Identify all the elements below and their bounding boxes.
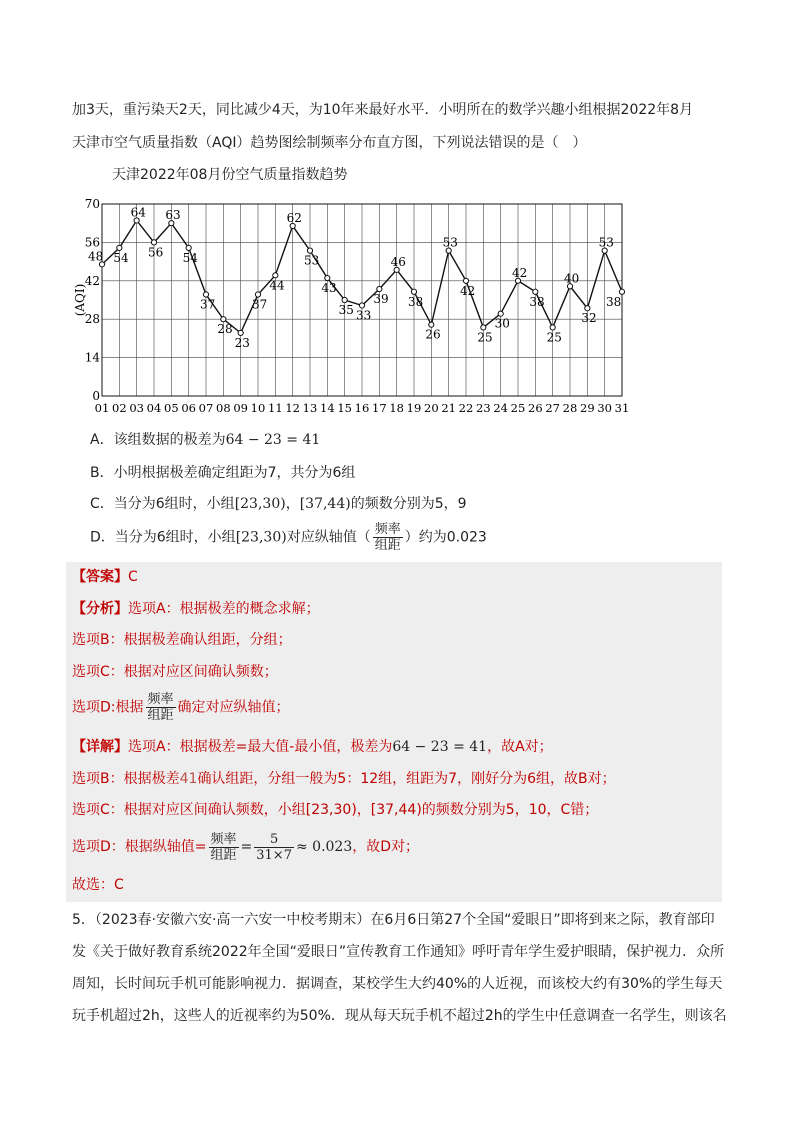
fraction-denominator: 组距: [374, 538, 401, 553]
option-a: [90, 430, 320, 450]
data-point: [221, 317, 226, 322]
option-d-post: ）约为0.023: [404, 529, 487, 546]
data-label: 38: [408, 294, 424, 309]
x-tick-label: 27: [545, 401, 560, 415]
x-tick-label: 28: [562, 401, 578, 415]
data-label: 39: [373, 292, 389, 307]
x-tick-label: 06: [181, 401, 196, 415]
data-point: [186, 245, 191, 250]
detail-c-vals: 5，10，C: [505, 802, 571, 818]
x-tick-label: 24: [493, 401, 508, 415]
detail-a-post: ，故A对；: [487, 739, 553, 755]
x-tick-label: 19: [406, 401, 422, 415]
y-tick-label: 28: [84, 312, 100, 327]
detail-b-7: 7: [448, 771, 458, 787]
x-tick-label: 13: [302, 401, 318, 415]
data-label: 43: [321, 281, 337, 296]
data-label: 54: [113, 250, 129, 265]
x-tick-label: 18: [389, 401, 404, 415]
detail-b-pre: 选项B：根据极差: [72, 771, 180, 787]
analysis-tag: 【分析】: [72, 601, 128, 617]
intro-line-2: 天津市空气质量指数（AQI）趋势图绘制频率分布直方图，下列说法错误的是（ ）: [72, 135, 587, 151]
analysis-d-fraction: [146, 692, 176, 723]
detail-d-fraction-2: [254, 832, 294, 863]
data-label: 32: [581, 311, 597, 326]
data-label: 44: [269, 278, 285, 293]
detail-b-6: 6: [527, 771, 537, 787]
option-d-mid: 对应纵轴值（: [286, 529, 371, 546]
data-label: 48: [88, 249, 104, 264]
detail-a-line: [72, 737, 553, 757]
y-tick-label: 42: [84, 273, 100, 288]
detail-c-pre: 选项C：根据对应区间确认频数，小组[23,30)，[37,44)的频数分别为: [72, 802, 506, 818]
option-c-text: C．当分为6组时，小组: [90, 496, 235, 512]
data-point: [411, 289, 416, 294]
data-label: 37: [200, 297, 216, 312]
fraction-numerator: 5: [254, 832, 294, 848]
option-c-sep: ，: [285, 496, 300, 512]
x-tick-label: 23: [476, 401, 491, 415]
data-label: 53: [304, 253, 320, 268]
x-tick-label: 09: [233, 401, 248, 415]
next-question-line-1: 5．（2023春·安徽六安·高一六安一中校考期末）在6月6日第27个全国“爱眼日”即将到来之际，教育部印: [72, 912, 715, 928]
data-label: 46: [390, 254, 406, 269]
y-tick-label: 0: [92, 389, 100, 403]
data-label: 28: [217, 322, 233, 337]
detail-d-line: [72, 830, 419, 864]
detail-b-post: 组，故B对；: [536, 771, 616, 787]
option-a-math: 64 − 23 = 41: [225, 432, 321, 448]
detail-d-eq: =: [240, 839, 253, 855]
data-point: [619, 289, 624, 294]
detail-b-mid: 确认组距，分组一般为5：12组，组距为: [197, 771, 449, 787]
x-tick-label: 14: [320, 401, 335, 415]
analysis-b: 选项B：根据极差确认组距，分组；: [72, 632, 292, 648]
x-tick-label: 29: [580, 401, 595, 415]
data-label: 53: [598, 235, 614, 250]
detail-c-line: [72, 800, 598, 820]
x-tick-label: 11: [268, 401, 283, 415]
answer-value: C: [128, 569, 138, 585]
detail-c-post: 错；: [570, 802, 599, 818]
fraction-numerator: 频率: [374, 522, 401, 537]
data-label: 25: [477, 330, 493, 345]
y-tick-label: 56: [84, 235, 100, 250]
fraction-denominator: 组距: [210, 847, 237, 863]
y-tick-label: 14: [84, 350, 100, 365]
data-label: 56: [148, 245, 164, 260]
fraction-numerator: 频率: [147, 692, 174, 707]
data-point: [255, 292, 260, 297]
detail-b-41: 41: [179, 771, 198, 787]
x-tick-label: 21: [441, 401, 456, 415]
x-tick-label: 10: [250, 401, 266, 415]
x-tick-label: 17: [372, 401, 387, 415]
data-label: 42: [512, 265, 528, 280]
option-c-interval-1: [23,30): [234, 496, 286, 512]
x-tick-label: 31: [614, 401, 630, 415]
detail-d-post: ，故D对；: [352, 839, 420, 855]
data-label: 40: [564, 271, 580, 286]
detail-b-line: [72, 769, 616, 789]
data-point: [533, 289, 538, 294]
x-tick-label: 15: [337, 401, 352, 415]
x-tick-label: 08: [216, 401, 231, 415]
x-tick-label: 05: [164, 401, 179, 415]
data-label: 63: [165, 208, 181, 223]
data-point: [429, 322, 434, 327]
x-tick-label: 20: [424, 401, 439, 415]
x-tick-label: 22: [458, 401, 474, 415]
fraction-denominator: 组距: [147, 708, 174, 723]
option-d-text: D．当分为6组时，小组: [90, 529, 236, 546]
data-label: 25: [546, 330, 562, 345]
aqi-line-chart: [70, 188, 630, 416]
data-label: 30: [494, 316, 510, 331]
data-label: 35: [338, 303, 354, 317]
data-label: 26: [425, 327, 441, 342]
x-tick-label: 16: [354, 401, 370, 415]
data-label: 62: [286, 210, 302, 225]
data-point: [325, 275, 330, 280]
x-tick-label: 04: [146, 401, 162, 415]
detail-d-fraction-1: [209, 832, 239, 863]
option-a-text: A．该组数据的极差为: [90, 432, 226, 448]
y-tick-label: 70: [84, 197, 100, 211]
data-label: 54: [182, 250, 198, 265]
next-question-line-4: 玩手机超过2h，这些人的近视率约为50%．现从每天玩手机不超过2h的学生中任意调查一名学生，则该名: [72, 1008, 727, 1024]
analysis-a-line: [72, 599, 320, 619]
y-axis-label: (AQI): [73, 283, 87, 317]
data-point: [377, 286, 382, 291]
data-label: 38: [529, 294, 545, 309]
detail-d-pre: 选项D：根据纵轴值=: [72, 839, 207, 855]
analysis-d-pre: 选项D:根据: [72, 699, 144, 716]
data-point: [359, 303, 364, 308]
intro-line-1: 加3天，重污染天2天，同比减少4天，为10年来最好水平．小明所在的数学兴趣小组根据2022年8月: [72, 102, 694, 118]
data-point: [117, 245, 122, 250]
analysis-c: 选项C：根据对应区间确认频数；: [72, 664, 278, 680]
option-d-interval: [23,30): [235, 529, 287, 546]
x-tick-label: 25: [510, 401, 526, 415]
data-point: [151, 240, 156, 245]
detail-tag: 【详解】: [72, 739, 128, 755]
choose-line: 故选：C: [72, 877, 124, 893]
detail-a-pre: 选项A：根据极差=最大值-最小值，极差为: [128, 739, 393, 755]
data-point: [498, 311, 503, 316]
data-point: [203, 292, 208, 297]
x-tick-label: 01: [94, 401, 110, 415]
x-tick-label: 12: [285, 401, 300, 415]
chart-title: 天津2022年08月份空气质量指数趋势: [112, 167, 348, 183]
x-tick-label: 26: [528, 401, 543, 415]
data-label: 23: [234, 335, 250, 350]
data-point: [273, 273, 278, 278]
option-b: B．小明根据极差确定组距为7，共分为6组: [90, 465, 356, 481]
next-question-line-2: 发《关于做好教育系统2022年全国“爱眼日”宣传教育工作通知》呼吁青年学生爱护眼睛，保护视力．众所: [72, 944, 725, 960]
data-point: [238, 330, 243, 335]
data-point: [342, 297, 347, 302]
data-label: 53: [442, 235, 458, 250]
data-label: 37: [252, 297, 268, 312]
option-c: [90, 494, 467, 514]
data-point: [481, 325, 486, 330]
data-point: [550, 325, 555, 330]
answer-line: [72, 567, 138, 587]
x-tick-label: 03: [129, 401, 144, 415]
fraction-numerator: 频率: [210, 831, 237, 847]
data-point: [585, 306, 590, 311]
option-c-interval-2: [37,44): [299, 496, 351, 512]
x-tick-labels: [95, 401, 630, 415]
x-tick-label: 07: [198, 401, 214, 415]
analysis-d-post: 确定对应纵轴值；: [177, 699, 290, 716]
next-question-line-3: 周知，长时间玩手机可能影响视力．据调查，某校学生大约40%的人近视，而该校大约有30%的学生每天: [72, 976, 723, 992]
data-point: [463, 278, 468, 283]
fraction-denominator: 31×7: [256, 847, 292, 863]
x-tick-label: 02: [112, 401, 127, 415]
data-label: 42: [460, 283, 476, 298]
data-label: 64: [130, 205, 146, 220]
y-tick-labels: [84, 197, 104, 403]
data-point: [307, 248, 312, 253]
option-c-post: 的频数分别为5，9: [350, 496, 467, 512]
option-d: [90, 522, 487, 553]
x-tick-label: 30: [597, 401, 612, 415]
detail-b-mid2: ，刚好分为: [457, 771, 528, 787]
option-d-fraction: [373, 522, 403, 553]
data-label: 33: [356, 308, 372, 323]
detail-d-approx: ≈ 0.023: [295, 839, 353, 855]
data-label: 38: [606, 294, 622, 309]
analysis-a: 选项A：根据极差的概念求解；: [128, 601, 320, 617]
detail-a-math: 64 − 23 = 41: [392, 739, 488, 755]
solution-box: [66, 562, 722, 902]
answer-tag: 【答案】: [72, 569, 128, 585]
analysis-d-line: [72, 692, 290, 723]
